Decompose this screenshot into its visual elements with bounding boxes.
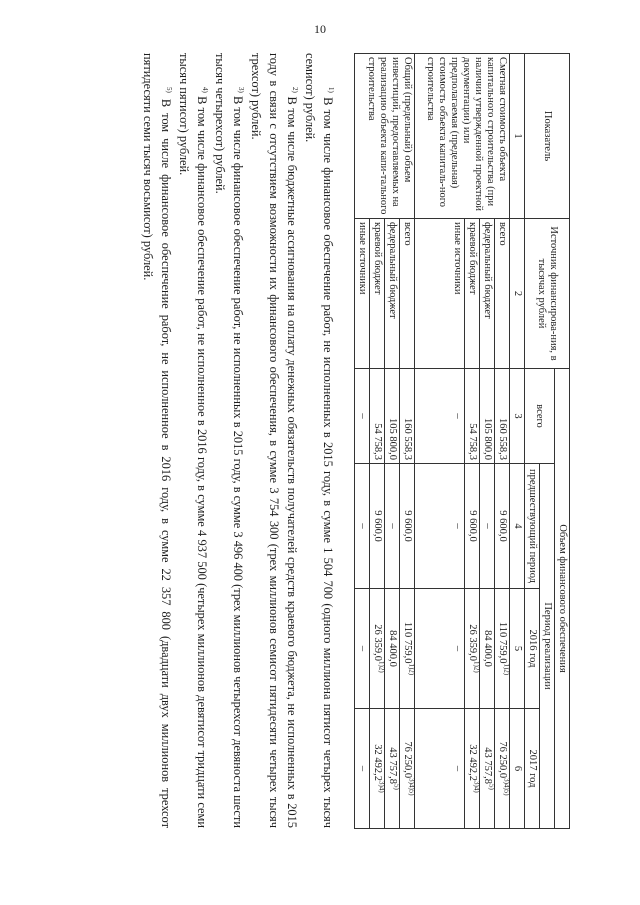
y2016-value: 26 359,0 — [372, 624, 383, 662]
footnote-ref: 3)4) — [377, 781, 386, 793]
column-number: 6 — [510, 709, 525, 829]
y2017-value: 32 492,2 — [467, 744, 478, 782]
total-cell: – — [355, 369, 370, 464]
header-period: Период реализации — [540, 464, 555, 829]
footnote-text: В том числе финансовое обеспечение работ, не исполненных в 2015 году, в сумме 3 496 400 (трех миллионов четырехсот девяноста шести тысяч четырехсот) рублей. — [213, 53, 245, 828]
footnote — [175, 53, 211, 828]
header-total: всего — [525, 369, 555, 464]
header-volume: Объем финансового обеспечения — [555, 369, 570, 829]
footnote-mark: 5) — [165, 87, 174, 93]
y2017-cell — [465, 709, 480, 829]
y2017-value: 76 250,0 — [402, 741, 413, 779]
previous-cell: – — [415, 464, 465, 589]
footnote — [211, 53, 247, 828]
previous-cell: 9 600,0 — [400, 464, 415, 589]
footnotes — [139, 53, 337, 828]
y2017-cell — [495, 709, 510, 829]
previous-cell: – — [355, 464, 370, 589]
source-cell: краевой бюджет — [370, 219, 385, 369]
y2016-cell — [370, 589, 385, 709]
y2016-cell: – — [355, 589, 370, 709]
previous-cell: – — [480, 464, 495, 589]
footnote-ref: 1)2) — [502, 663, 511, 676]
header-2016: 2016 год — [525, 589, 540, 709]
footnote-text: В том числе финансовое обеспечение работ, не исполненное в 2016 году, в сумме 22 357 800 (двадцати двух миллионов трехсот пятидесяти семи тысяч восьмисот) рублей. — [141, 53, 173, 828]
y2017-cell — [480, 709, 495, 829]
footnote-ref: 1)2) — [377, 661, 386, 673]
y2017-value: 43 757,8 — [387, 747, 398, 784]
source-cell: всего — [495, 219, 510, 369]
footnote-text: В том числе финансовое обеспечение работ, не исполненное в 2016 году, в сумме 4 937 500 (четырех миллионов девятисот тридцати семи тысяч пятисот) рублей. — [177, 53, 209, 828]
total-cell: 54 758,3 — [465, 369, 480, 464]
footnote-ref: 3)4)5) — [502, 778, 511, 796]
footnote-text: В том числе бюджетные ассигнования на оплату денежных обязательств получателей средств краевого бюджета, не исполненных в 2015 году в связи с отсутствием возможности их финансового обеспечения, в сумме 3 754 300 (трех миллионов семисот пятидесяти четырех тысяч трехсот) рублей. — [249, 53, 299, 828]
column-number: 5 — [510, 589, 525, 709]
previous-cell: 9 600,0 — [495, 464, 510, 589]
footnote — [301, 53, 337, 828]
total-cell: 160 558,3 — [400, 369, 415, 464]
source-cell: иные источники — [415, 219, 465, 369]
y2017-cell: – — [415, 709, 465, 829]
table-row — [495, 54, 510, 829]
source-cell: всего — [400, 219, 415, 369]
y2017-value: 76 250,0 — [497, 741, 508, 779]
column-number: 4 — [510, 464, 525, 589]
footnote-ref: 1)2) — [472, 661, 481, 673]
header-2017: 2017 год — [525, 709, 540, 829]
source-cell: краевой бюджет — [465, 219, 480, 369]
source-cell: федеральный бюджет — [480, 219, 495, 369]
column-number: 3 — [510, 369, 525, 464]
previous-cell: – — [385, 464, 400, 589]
header-source: Источник финансирова-ния, в тысячах рублей — [525, 219, 570, 369]
y2016-cell — [495, 589, 510, 709]
footnote-mark: 2) — [291, 87, 300, 93]
total-cell: – — [415, 369, 465, 464]
footnote — [247, 53, 301, 828]
total-cell: 54 758,3 — [370, 369, 385, 464]
y2017-value: 43 757,8 — [482, 747, 493, 784]
footnote-mark: 3) — [237, 87, 246, 93]
total-cell: 160 558,3 — [495, 369, 510, 464]
y2016-cell: – — [415, 589, 465, 709]
source-cell: федеральный бюджет — [385, 219, 400, 369]
y2017-cell: – — [355, 709, 370, 829]
indicator-cell: Сметная стоимость объекта капитального строительства (при наличии утвержденной проектной документации) или предполагаемая (предельная) стоимость объекта капиталь-ного строительства — [415, 54, 510, 219]
y2016-value: 110 759,0 — [402, 621, 413, 664]
y2016-cell — [465, 589, 480, 709]
y2016-value: 110 759,0 — [497, 621, 508, 664]
previous-cell: 9 600,0 — [465, 464, 480, 589]
footnote-ref: 5) — [487, 783, 496, 790]
footnote-mark: 4) — [201, 87, 210, 93]
total-cell: 105 800,0 — [385, 369, 400, 464]
y2017-cell — [370, 709, 385, 829]
y2016-value: 84 400,0 — [387, 630, 398, 667]
rotated-landscape-content — [72, 45, 602, 895]
y2016-value: 26 359,0 — [467, 624, 478, 662]
y2016-value: 84 400,0 — [482, 630, 493, 667]
column-number: 1 — [510, 54, 525, 219]
indicator-cell: Общий (предельный) объем инвестиций, предоставляемых на реализацию объекта капи-тального строительства — [355, 54, 415, 219]
footnote-mark: 1) — [327, 87, 336, 93]
footnote-ref: 5) — [392, 783, 401, 790]
page-number: 10 — [314, 22, 326, 36]
footnote-ref: 1)2) — [407, 663, 416, 676]
column-number: 2 — [510, 219, 525, 369]
header-previous-period: предшествующий период — [525, 464, 540, 589]
footnote-ref: 3)4)5) — [407, 778, 416, 796]
y2016-cell — [480, 589, 495, 709]
y2017-cell — [385, 709, 400, 829]
header-indicator: Показатель — [525, 54, 570, 219]
total-cell: 105 800,0 — [480, 369, 495, 464]
previous-cell: 9 600,0 — [370, 464, 385, 589]
footnote-ref: 3)4) — [472, 781, 481, 793]
footnote-text: В том числе финансовое обеспечение работ, не исполненных в 2015 году, в сумме 1 504 700 (одного миллиона пятисот четырех тысяч семисот) рублей. — [303, 53, 335, 828]
financing-table — [354, 53, 570, 829]
table-row — [400, 54, 415, 829]
y2017-cell — [400, 709, 415, 829]
source-cell: иные источники — [355, 219, 370, 369]
y2016-cell — [400, 589, 415, 709]
footnote — [139, 53, 175, 828]
y2016-cell — [385, 589, 400, 709]
y2017-value: 32 492,2 — [372, 744, 383, 782]
